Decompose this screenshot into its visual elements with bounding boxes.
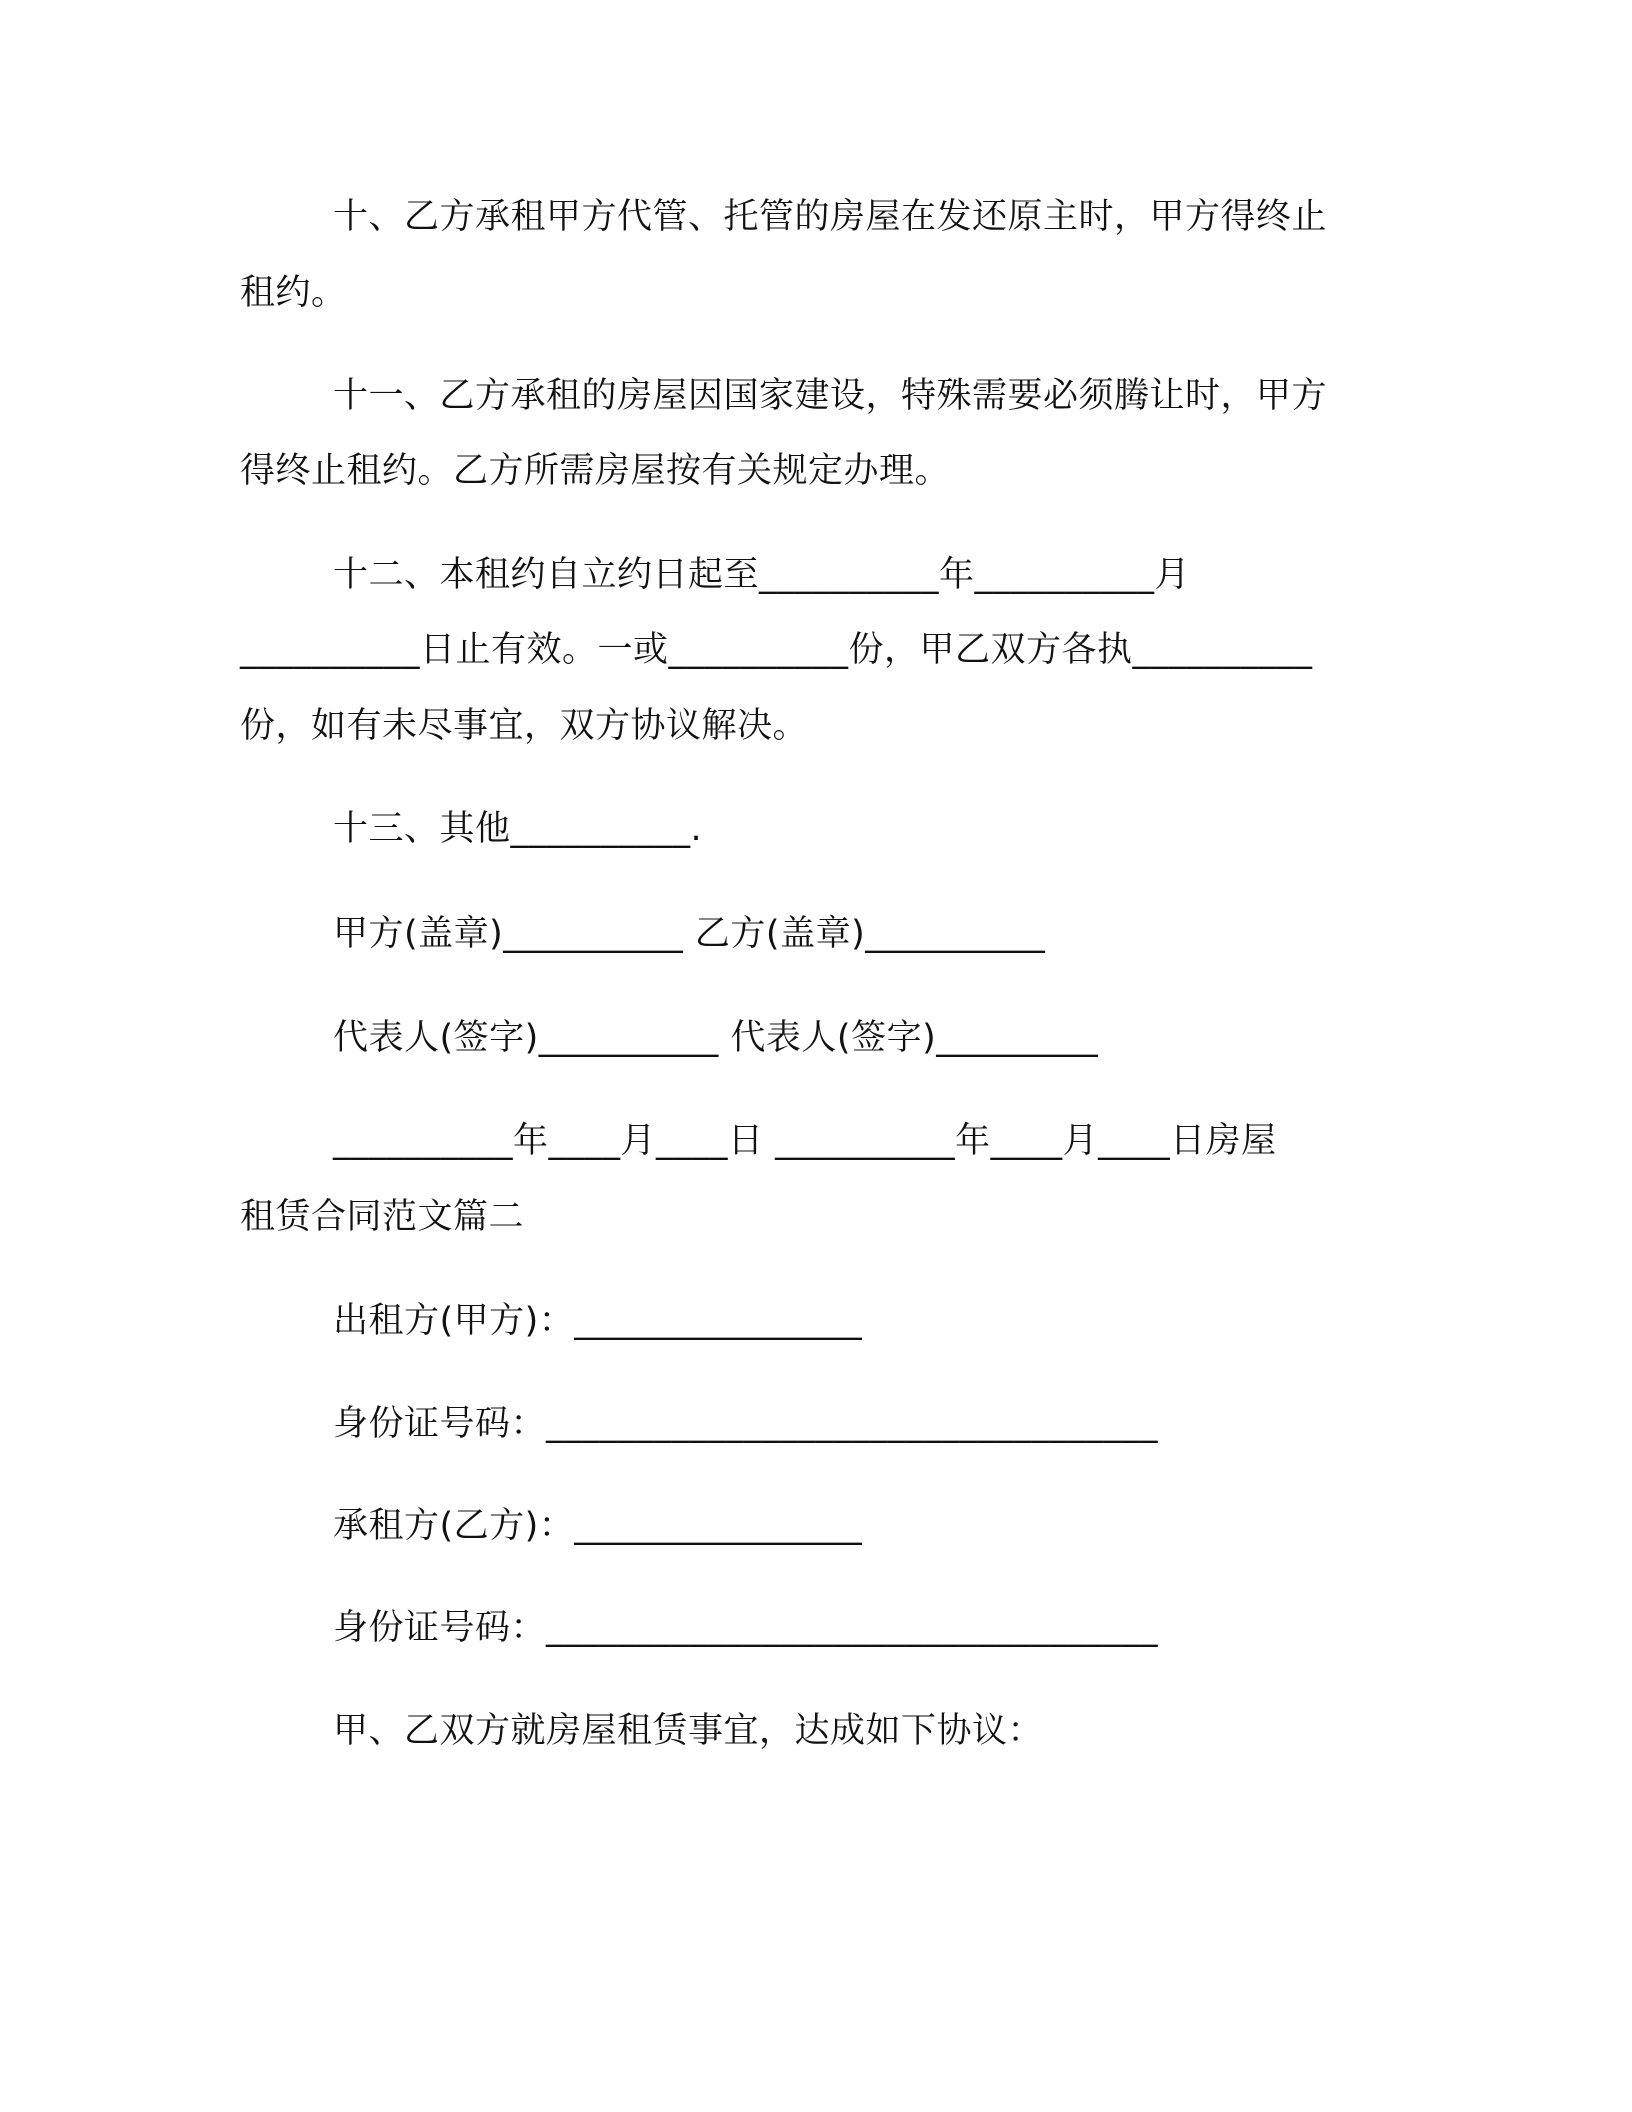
lessor-id-field: 身份证号码：__________________________________ — [333, 1404, 1159, 1444]
clause-11-line-2: 得终止租约。乙方所需房屋按有关规定办理。 — [240, 451, 951, 491]
signature-representative-line: 代表人(签字)__________ 代表人(签字)_________ — [333, 1018, 1099, 1058]
lessor-field: 出租方(甲方)：________________ — [333, 1301, 863, 1341]
agreement-intro: 甲、乙双方就房屋租赁事宜，达成如下协议： — [333, 1711, 1044, 1751]
clause-12-line-3: 份，如有未尽事宜，双方协议解决。 — [240, 706, 809, 746]
clause-10-line-2: 租约。 — [240, 273, 347, 313]
clause-10-line-1: 十、乙方承租甲方代管、托管的房屋在发还原主时，甲方得终止 — [333, 197, 1328, 237]
signature-seal-line: 甲方(盖章)__________ 乙方(盖章)__________ — [333, 914, 1046, 954]
section-heading-template-2: 租赁合同范文篇二 — [240, 1197, 525, 1237]
clause-12-line-2: __________日止有效。一或__________份，甲乙双方各执__________ — [240, 630, 1313, 670]
clause-13: 十三、其他__________. — [333, 809, 703, 849]
clause-12-line-1: 十二、本租约自立约日起至__________年__________月 — [333, 555, 1191, 595]
date-line: __________年____月____日 __________年____月____日房屋 — [333, 1121, 1277, 1161]
lessee-id-field: 身份证号码：__________________________________ — [333, 1608, 1159, 1648]
clause-11-line-1: 十一、乙方承租的房屋因国家建设，特殊需要必须腾让时，甲方 — [333, 376, 1328, 416]
lessee-field: 承租方(乙方)：________________ — [333, 1506, 863, 1546]
